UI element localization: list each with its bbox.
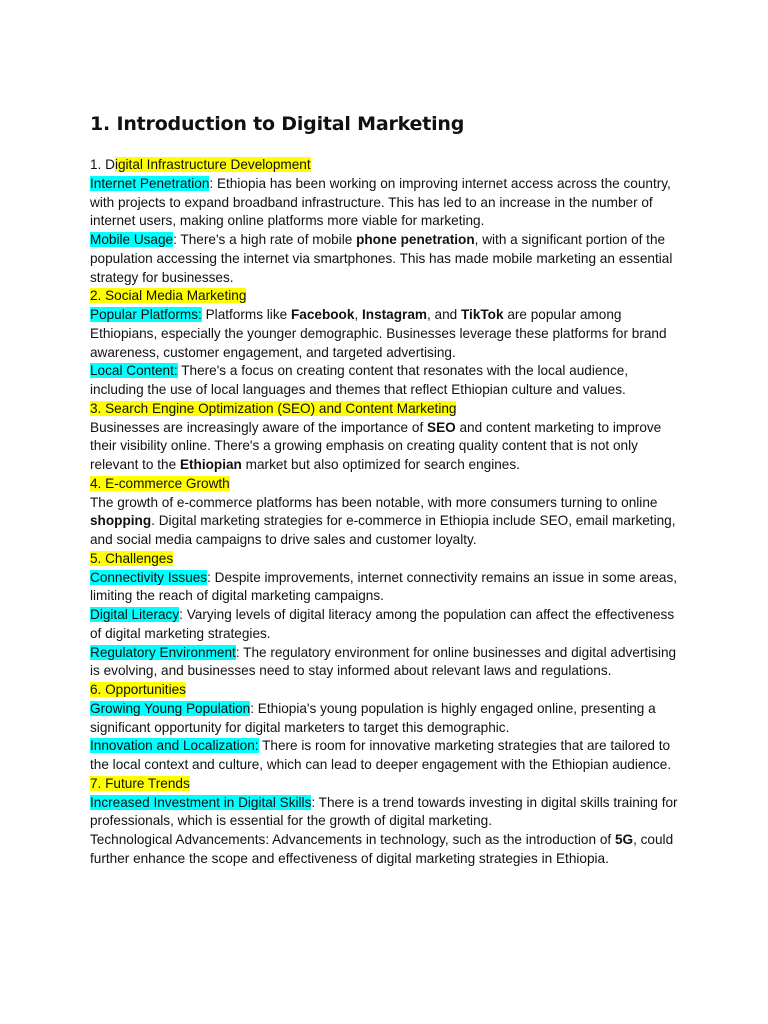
highlight-label: Connectivity Issues — [90, 569, 208, 585]
heading-highlight: 3. Search Engine Optimization (SEO) and Content Marketing — [90, 400, 457, 416]
document-body — [90, 156, 682, 869]
paragraph-text: , with a significant portion of the population accessing the internet via smartphones. This has made mobile marketing an essential strategy for businesses. — [90, 232, 673, 285]
paragraph-text: : There's a high rate of mobile — [173, 232, 357, 247]
paragraph-popular-platforms — [90, 306, 682, 362]
heading-prefix: 1. D — [90, 157, 115, 172]
paragraph-text: : Ethiopia's young population is highly engaged online, presenting a significant opportunity for digital marketers to target this demographic. — [90, 700, 656, 735]
section-heading-1 — [90, 156, 682, 175]
bold-term: Ethiopian — [179, 457, 242, 472]
paragraph-regulatory-environment — [90, 644, 682, 682]
paragraph-connectivity-issues — [90, 569, 682, 607]
bold-term: Facebook — [290, 307, 355, 322]
heading-highlight: 2. Social Media Marketing — [90, 288, 247, 304]
paragraph-text: , could further enhance the scope and effectiveness of digital marketing strategies in Ethiopia. — [90, 832, 674, 866]
paragraph-text: and content marketing to improve their visibility online. There's a growing emphasis on creating quality content that is not only relevant to the — [90, 419, 662, 472]
section-heading-4 — [90, 475, 682, 494]
paragraph-text: Platforms like — [201, 307, 291, 322]
highlight-label: Popular Platforms: — [90, 307, 202, 322]
section-heading-7 — [90, 775, 682, 794]
section-heading-3 — [90, 400, 682, 419]
section-heading-5 — [90, 550, 682, 569]
paragraph-seo — [90, 419, 682, 475]
paragraph-text: market but also optimized for search engines. — [241, 457, 520, 472]
paragraph-text: Businesses are increasingly aware of the importance of — [90, 419, 427, 435]
bold-term: phone penetration — [356, 232, 475, 247]
highlight-label: Regulatory Environment — [90, 644, 236, 660]
paragraph-text: The growth of e-commerce platforms has been notable, with more consumers turning to online — [90, 494, 658, 510]
paragraph-text: Technological Advancements: Advancements in technology, such as the introduction of — [90, 832, 615, 847]
paragraph-text: There is room for innovative marketing strategies that are tailored to the local context and culture, which can lead to deeper engagement with the Ethiopian audience. — [90, 738, 672, 772]
highlight-label: Innovation and Localization: — [90, 738, 259, 754]
bold-term: shopping — [90, 513, 152, 529]
highlight-label: Growing Young Population — [90, 700, 251, 716]
paragraph-local-content — [90, 362, 682, 400]
paragraph-digital-skills — [90, 794, 682, 832]
paragraph-text: : Ethiopia has been working on improving internet access across the country, with projects to expand broadband infrastructure. This has led to an increase in the number of internet users, making online platforms more viable for marketing. — [90, 175, 671, 229]
bold-term: Instagram — [362, 307, 427, 322]
paragraph-text: are popular among Ethiopians, especially the younger demographic. Businesses leverage these platforms for brand awareness, customer engagement, and targeted advertising. — [90, 307, 667, 360]
heading-highlight: 5. Challenges — [90, 550, 174, 566]
paragraph-digital-literacy — [90, 606, 682, 644]
paragraph-tech-advancements — [90, 831, 682, 869]
paragraph-ecommerce — [90, 494, 682, 550]
page-title: 1. Introduction to Digital Marketing — [90, 113, 465, 135]
paragraph-text: , — [354, 307, 362, 322]
paragraph-mobile-usage — [90, 231, 682, 287]
highlight-label: Increased Investment in Digital Skills — [90, 794, 312, 810]
bold-term: TikTok — [460, 307, 504, 322]
section-heading-2 — [90, 287, 682, 306]
highlight-label: Mobile Usage — [90, 232, 174, 247]
highlight-label: Digital Literacy — [90, 607, 180, 622]
paragraph-text: , and — [426, 307, 461, 322]
bold-term: 5G — [614, 832, 634, 847]
paragraph-text: : Despite improvements, internet connectivity remains an issue in some areas, limiting the reach of digital marketing campaigns. — [90, 569, 678, 604]
heading-highlight: 6. Opportunities — [90, 682, 186, 697]
section-heading-6 — [90, 681, 682, 700]
highlight-label: Local Content: — [90, 363, 178, 379]
heading-highlight: 7. Future Trends — [90, 775, 190, 791]
heading-highlight: 4. E-commerce Growth — [90, 475, 230, 491]
highlight-label: Internet Penetration — [90, 175, 210, 191]
paragraph-text: There's a focus on creating content that resonates with the local audience, including the use of local languages and themes that reflect Ethiopian culture and values. — [90, 363, 629, 397]
paragraph-text: : There is a trend towards investing in digital skills training for professionals, which is essential for the growth of digital marketing. — [90, 794, 678, 829]
heading-highlight: igital Infrastructure Development — [114, 157, 311, 172]
bold-term: SEO — [427, 419, 456, 435]
paragraph-innovation-localization — [90, 737, 682, 775]
paragraph-text: . Digital marketing strategies for e-commerce in Ethiopia include SEO, email marketing, and social media campaigns to drive sales and customer loyalty. — [90, 513, 676, 547]
paragraph-text: : The regulatory environment for online businesses and digital advertising is evolving, and businesses need to stay informed about relevant laws and regulations. — [90, 644, 677, 679]
paragraph-young-population — [90, 700, 682, 738]
paragraph-text: : Varying levels of digital literacy among the population can affect the effectiveness of digital marketing strategies. — [90, 607, 675, 641]
paragraph-internet-penetration — [90, 175, 682, 231]
document-page — [90, 108, 682, 869]
